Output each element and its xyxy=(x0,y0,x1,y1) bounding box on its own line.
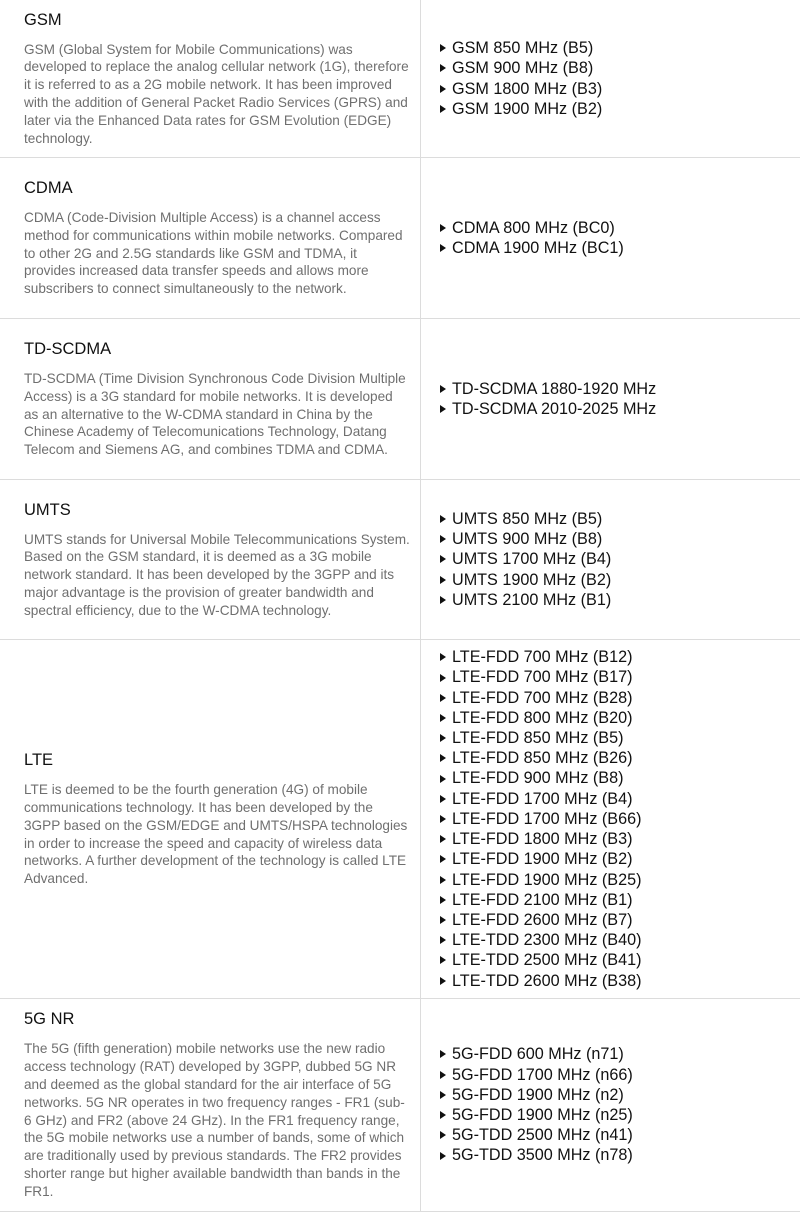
band-label: GSM 1800 MHz (B3) xyxy=(452,79,603,98)
technology-description: UMTS stands for Universal Mobile Telecommunications System. Based on the GSM standard, it is deemed as a 3G mobile network standard. It has been developed by the 3GPP and its major advantage is the provision of greater bandwidth and spectral efficiency, due to the W-CDMA technology. xyxy=(24,531,410,618)
bands-cell xyxy=(421,158,800,318)
band-list xyxy=(440,218,800,258)
list-item xyxy=(440,218,800,238)
band-label: LTE-FDD 1700 MHz (B4) xyxy=(452,789,633,808)
list-item xyxy=(440,789,800,809)
triangle-bullet-icon xyxy=(440,674,446,682)
bands-cell xyxy=(421,640,800,998)
triangle-bullet-icon xyxy=(440,653,446,661)
technology-title: GSM xyxy=(24,10,62,29)
triangle-bullet-icon xyxy=(440,835,446,843)
technology-cell xyxy=(0,640,421,998)
list-item xyxy=(440,647,800,667)
triangle-bullet-icon xyxy=(440,714,446,722)
band-label: LTE-FDD 850 MHz (B26) xyxy=(452,749,633,768)
table-row xyxy=(0,0,800,158)
list-item xyxy=(440,728,800,748)
list-item xyxy=(440,950,800,970)
list-item xyxy=(440,910,800,930)
band-label: LTE-TDD 2600 MHz (B38) xyxy=(452,971,642,990)
band-list xyxy=(440,379,800,419)
triangle-bullet-icon xyxy=(440,896,446,904)
list-item xyxy=(440,79,800,99)
list-item xyxy=(440,529,800,549)
triangle-bullet-icon xyxy=(440,855,446,863)
list-item xyxy=(440,1065,800,1085)
technology-description: LTE is deemed to be the fourth generation (4G) of mobile communications technology. It has been developed by the 3GPP based on the GSM/EDGE and UMTS/HSPA technologies in order to increase the speed and capacity of wireless data networks. A further development of the technology is called LTE Advanced. xyxy=(24,782,408,887)
triangle-bullet-icon xyxy=(440,85,446,93)
triangle-bullet-icon xyxy=(440,385,446,393)
triangle-bullet-icon xyxy=(440,1050,446,1058)
triangle-bullet-icon xyxy=(440,535,446,543)
list-item xyxy=(440,38,800,58)
technology-cell xyxy=(0,0,421,157)
technology-description: The 5G (fifth generation) mobile networks use the new radio access technology (RAT) developed by 3GPP, dubbed 5G NR and deemed as the global standard for the air interface of 5G networks. 5G NR operates in two frequency ranges - FR1 (sub-6 GHz) and FR2 (above 24 GHz). In the FR1 frequency range, the 5G mobile networks use a number of bands, some of which are traditionally used by previous standards. The FR2 provides shorter range but higher available bandwidth than bands in the FR1. xyxy=(24,1041,405,1199)
triangle-bullet-icon xyxy=(440,876,446,884)
list-item xyxy=(440,768,800,788)
triangle-bullet-icon xyxy=(440,1111,446,1119)
technology-title: TD-SCDMA xyxy=(24,340,112,358)
triangle-bullet-icon xyxy=(440,576,446,584)
technology-description: CDMA (Code-Division Multiple Access) is a channel access method for communications within mobile networks. Compared to other 2G and 2.5G standards like GSM and TDMA, it provides increased data transfer speeds and allows more subscribers to connect simultaneously to the network. xyxy=(24,210,403,297)
band-label: LTE-FDD 700 MHz (B28) xyxy=(452,688,633,707)
list-item xyxy=(440,590,800,610)
triangle-bullet-icon xyxy=(440,224,446,232)
band-label: LTE-FDD 1800 MHz (B3) xyxy=(452,830,633,849)
triangle-bullet-icon xyxy=(440,515,446,523)
band-label: GSM 900 MHz (B8) xyxy=(452,59,594,78)
table-row xyxy=(0,319,800,480)
list-item xyxy=(440,1085,800,1105)
list-item xyxy=(440,58,800,78)
technology-title: UMTS xyxy=(24,500,71,519)
band-label: 5G-FDD 1900 MHz (n2) xyxy=(452,1085,624,1104)
bands-cell xyxy=(421,319,800,479)
band-label: LTE-FDD 1900 MHz (B2) xyxy=(452,850,633,869)
band-label: TD-SCDMA 2010-2025 MHz xyxy=(452,400,657,418)
triangle-bullet-icon xyxy=(440,936,446,944)
band-label: 5G-FDD 1700 MHz (n66) xyxy=(452,1065,633,1084)
band-label: CDMA 1900 MHz (BC1) xyxy=(452,239,624,257)
triangle-bullet-icon xyxy=(440,734,446,742)
band-label: GSM 1900 MHz (B2) xyxy=(452,99,603,118)
triangle-bullet-icon xyxy=(440,555,446,563)
technology-description: GSM (Global System for Mobile Communications) was developed to replace the analog cellular network (1G), therefore it is referred to as a 2G mobile network. It has been improved with the addition of General Packet Radio Services (GPRS) and later via the Enhanced Data rates for GSM Evolution (EDGE) technology. xyxy=(24,41,409,146)
band-label: LTE-FDD 700 MHz (B17) xyxy=(452,668,633,687)
band-label: UMTS 1900 MHz (B2) xyxy=(452,570,612,589)
triangle-bullet-icon xyxy=(440,815,446,823)
band-label: UMTS 850 MHz (B5) xyxy=(452,509,603,528)
band-label: LTE-FDD 900 MHz (B8) xyxy=(452,769,624,788)
band-list xyxy=(440,509,800,610)
band-label: 5G-TDD 2500 MHz (n41) xyxy=(452,1126,633,1145)
technology-cell xyxy=(0,999,421,1211)
triangle-bullet-icon xyxy=(440,105,446,113)
triangle-bullet-icon xyxy=(440,44,446,52)
band-list xyxy=(440,38,800,119)
band-label: LTE-FDD 2100 MHz (B1) xyxy=(452,890,633,909)
band-list xyxy=(440,1044,800,1165)
band-label: LTE-TDD 2300 MHz (B40) xyxy=(452,931,642,950)
list-item xyxy=(440,1105,800,1125)
triangle-bullet-icon xyxy=(440,977,446,985)
list-item xyxy=(440,549,800,569)
list-item xyxy=(440,1145,800,1165)
triangle-bullet-icon xyxy=(440,694,446,702)
list-item xyxy=(440,379,800,399)
band-label: LTE-TDD 2500 MHz (B41) xyxy=(452,951,642,970)
list-item xyxy=(440,748,800,768)
list-item xyxy=(440,849,800,869)
list-item xyxy=(440,667,800,687)
list-item xyxy=(440,809,800,829)
bands-cell xyxy=(421,480,800,639)
band-label: UMTS 1700 MHz (B4) xyxy=(452,550,612,569)
triangle-bullet-icon xyxy=(440,956,446,964)
table-row xyxy=(0,640,800,999)
band-label: 5G-FDD 600 MHz (n71) xyxy=(452,1045,624,1064)
triangle-bullet-icon xyxy=(440,795,446,803)
table-row xyxy=(0,999,800,1212)
technology-title: CDMA xyxy=(24,179,73,197)
bands-cell xyxy=(421,0,800,157)
band-label: LTE-FDD 1700 MHz (B66) xyxy=(452,809,642,828)
list-item xyxy=(440,870,800,890)
triangle-bullet-icon xyxy=(440,775,446,783)
list-item xyxy=(440,971,800,991)
list-item xyxy=(440,1125,800,1145)
triangle-bullet-icon xyxy=(440,64,446,72)
triangle-bullet-icon xyxy=(440,244,446,252)
band-label: CDMA 800 MHz (BC0) xyxy=(452,218,615,237)
list-item xyxy=(440,688,800,708)
band-label: GSM 850 MHz (B5) xyxy=(452,39,594,58)
band-label: UMTS 2100 MHz (B1) xyxy=(452,590,612,609)
list-item xyxy=(440,238,800,258)
band-label: LTE-FDD 800 MHz (B20) xyxy=(452,708,633,727)
technology-cell xyxy=(0,158,421,318)
table-row xyxy=(0,480,800,640)
technology-cell xyxy=(0,480,421,639)
technology-title: 5G NR xyxy=(24,1010,75,1029)
band-label: LTE-FDD 1900 MHz (B25) xyxy=(452,870,642,889)
band-label: LTE-FDD 850 MHz (B5) xyxy=(452,729,624,748)
technology-cell xyxy=(0,319,421,479)
band-label: TD-SCDMA 1880-1920 MHz xyxy=(452,379,657,398)
technology-title: LTE xyxy=(24,751,54,770)
triangle-bullet-icon xyxy=(440,1091,446,1099)
triangle-bullet-icon xyxy=(440,1131,446,1139)
list-item xyxy=(440,890,800,910)
bands-cell xyxy=(421,999,800,1211)
band-list xyxy=(440,647,800,990)
triangle-bullet-icon xyxy=(440,1152,446,1160)
band-label: 5G-TDD 3500 MHz (n78) xyxy=(452,1146,633,1165)
list-item xyxy=(440,509,800,529)
triangle-bullet-icon xyxy=(440,754,446,762)
band-label: 5G-FDD 1900 MHz (n25) xyxy=(452,1106,633,1124)
list-item xyxy=(440,930,800,950)
triangle-bullet-icon xyxy=(440,596,446,604)
technology-description: TD-SCDMA (Time Division Synchronous Code Division Multiple Access) is a 3G standard for mobile networks. It is developed as an alternative to the W-CDMA standard in China by the Chinese Academy of Telecomunications Technology, Datang Telecom and Siemens AG, and combines TDMA and CDMA. xyxy=(24,371,406,458)
triangle-bullet-icon xyxy=(440,916,446,924)
list-item xyxy=(440,570,800,590)
list-item xyxy=(440,1044,800,1064)
list-item xyxy=(440,708,800,728)
list-item xyxy=(440,99,800,119)
triangle-bullet-icon xyxy=(440,405,446,413)
band-label: UMTS 900 MHz (B8) xyxy=(452,530,603,549)
table-row xyxy=(0,158,800,319)
list-item xyxy=(440,399,800,419)
band-label: LTE-FDD 700 MHz (B12) xyxy=(452,648,633,667)
list-item xyxy=(440,829,800,849)
triangle-bullet-icon xyxy=(440,1071,446,1079)
band-label: LTE-FDD 2600 MHz (B7) xyxy=(452,910,633,929)
